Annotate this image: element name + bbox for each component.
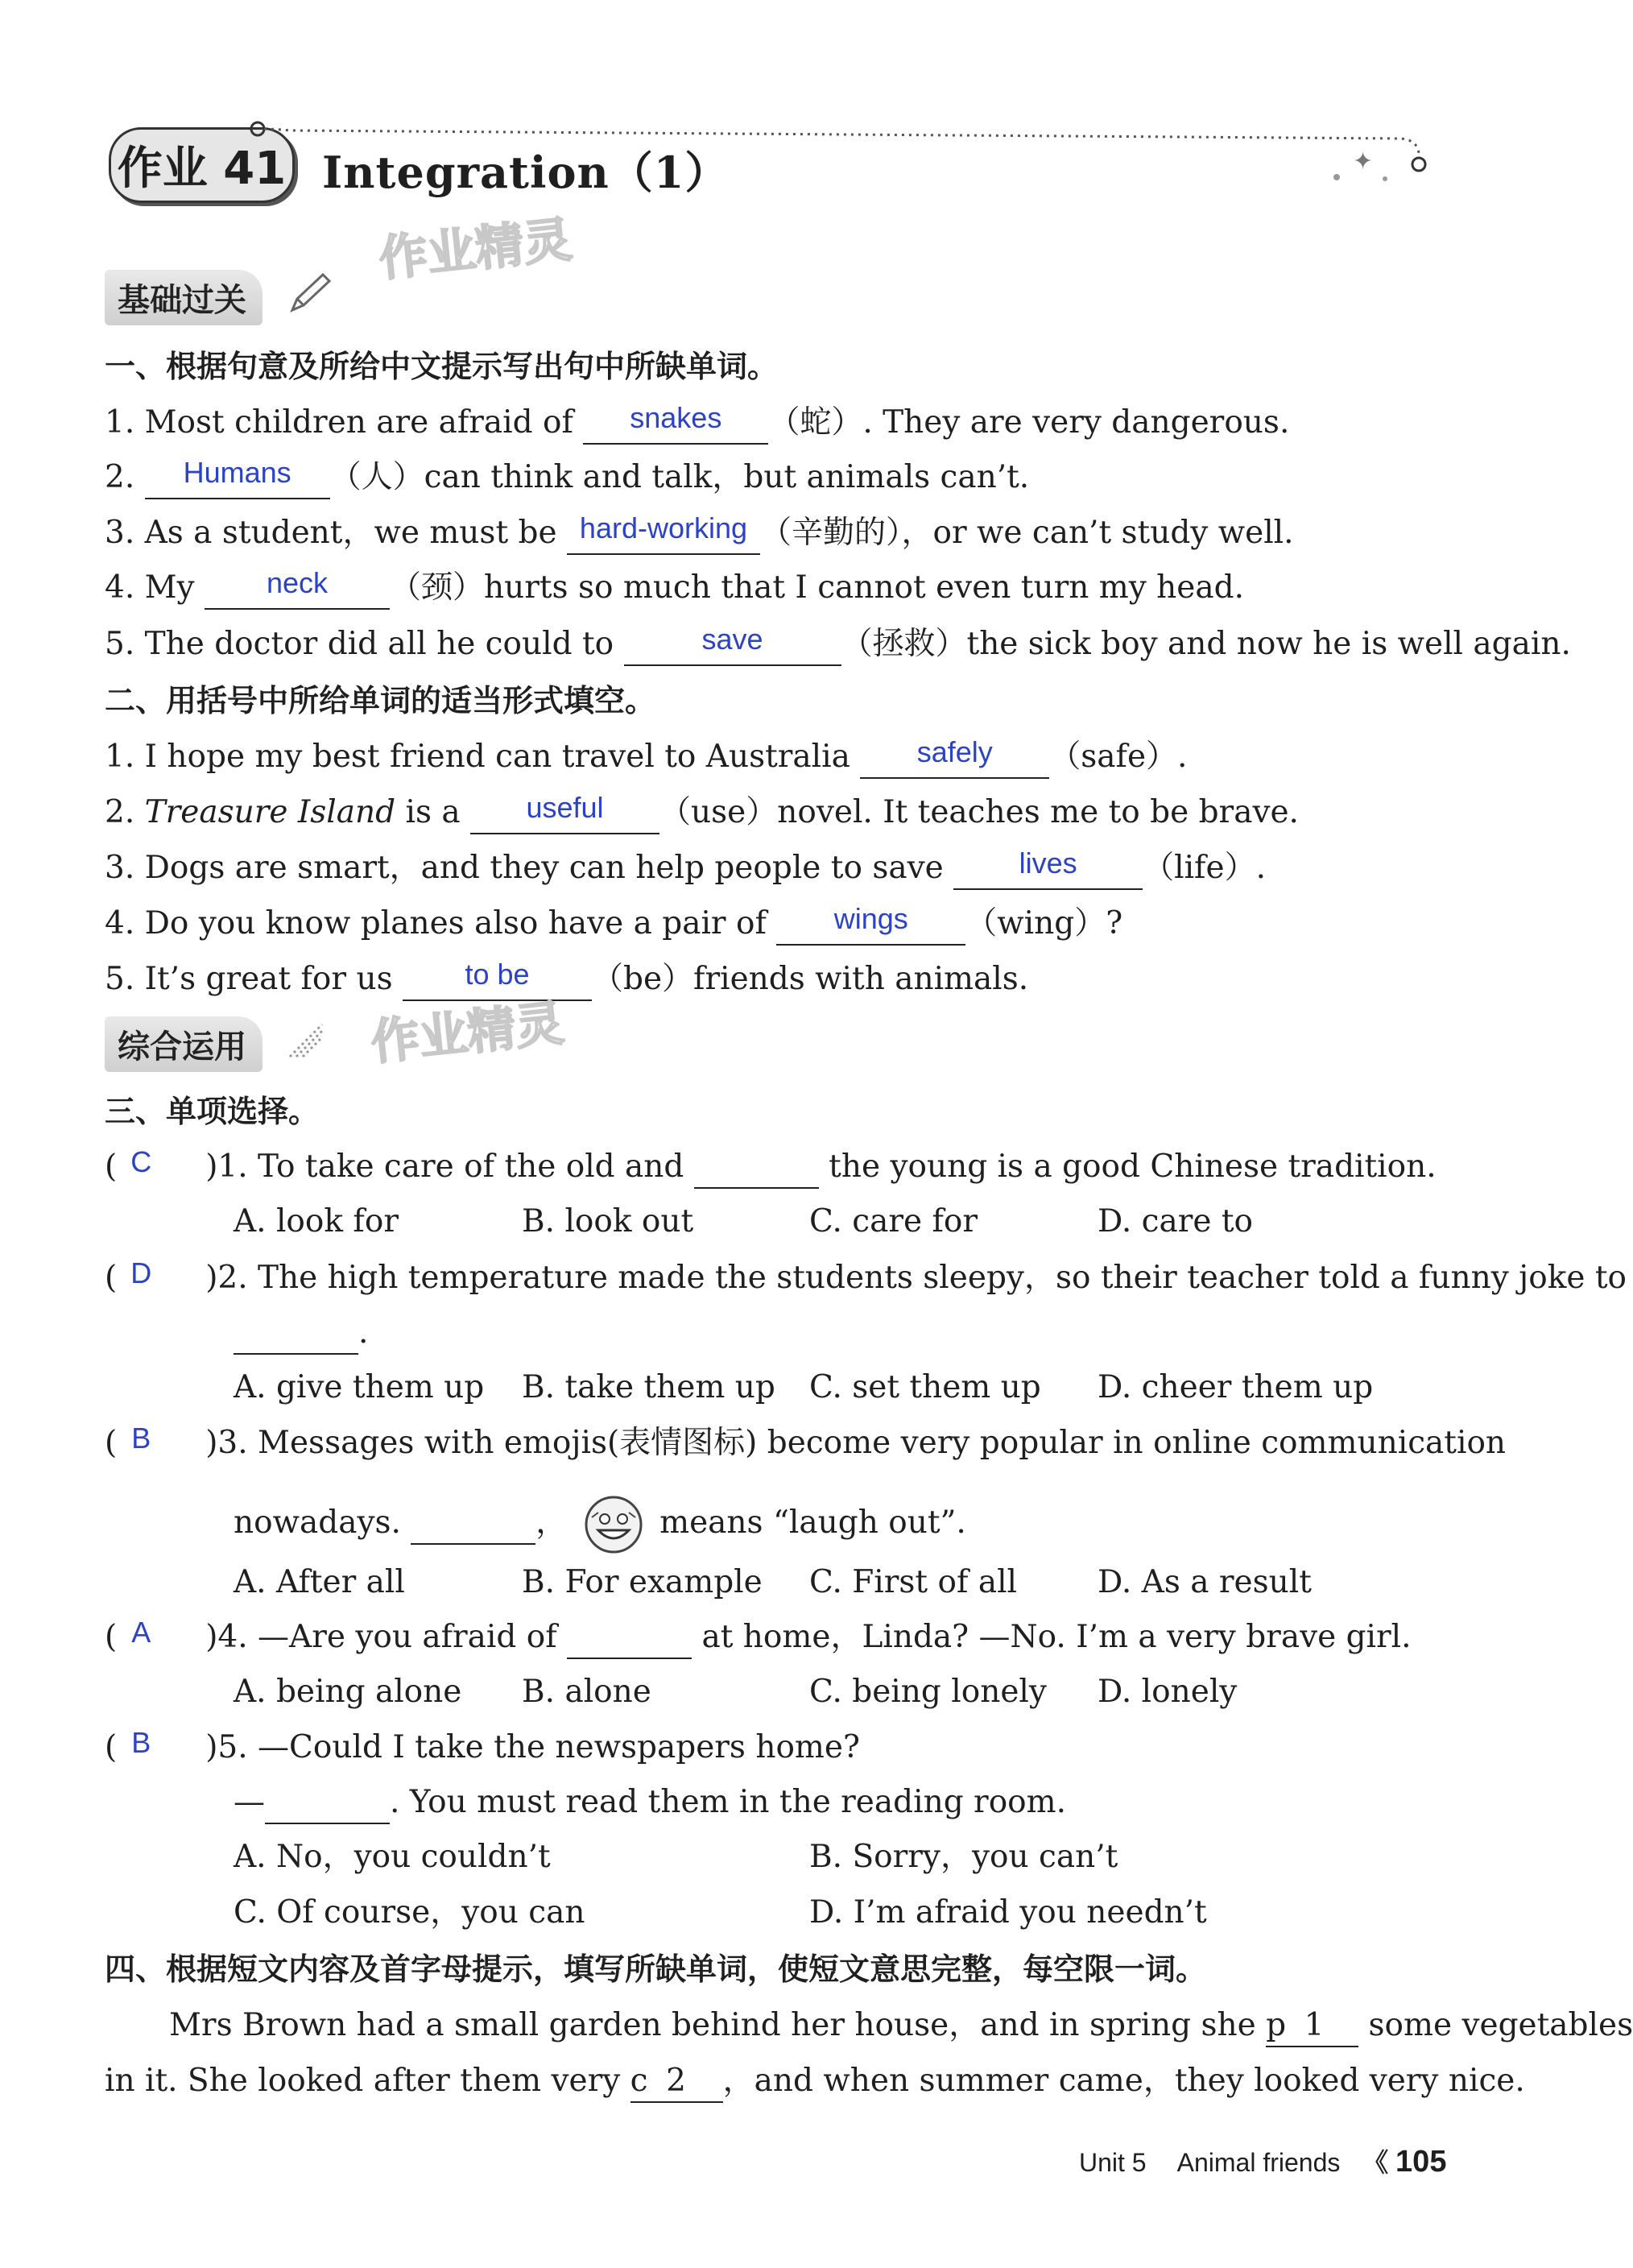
section-tab-basic [105, 270, 263, 325]
answer-text[interactable]: to be [465, 958, 530, 991]
book-title: Treasure Island [144, 794, 396, 830]
mc-question-3-cont: nowadays. ， means “laugh out”. [234, 1493, 966, 1556]
q5-option-d[interactable]: D. I’m afraid you needn’t [809, 1894, 1207, 1931]
footer-topic: Animal friends [1176, 2148, 1341, 2177]
q2-option-c[interactable]: C. set them up [809, 1369, 1041, 1405]
answer-text[interactable]: save [701, 623, 763, 656]
q1-option-a[interactable]: A. look for [234, 1203, 399, 1240]
section-tab-comprehensive [105, 1016, 263, 1072]
section4-title: 四、根据短文内容及首字母提示，填写所缺单词，使短文意思完整，每空限一词。 [105, 1951, 1207, 1987]
s1-item-4: 4. My neck （颈）hurts so much that I cannot even turn my head. [105, 568, 1244, 610]
q4-option-a[interactable]: A. being alone [234, 1674, 462, 1710]
page-title: Integration（1） [322, 147, 730, 198]
svg-text:✦: ✦ [1353, 147, 1374, 176]
blank2-number[interactable]: 2 [666, 2063, 686, 2099]
q4-option-c[interactable]: C. being lonely [809, 1674, 1047, 1710]
blank2-letter: c [630, 2063, 648, 2099]
answer-text[interactable]: safely [916, 735, 993, 768]
s2-item-5: 5. It’s great for us to be （be）friends with animals. [105, 959, 1028, 1001]
q2-option-a[interactable]: A. give them up [234, 1369, 485, 1405]
assignment-badge-text: 作业 41 [117, 143, 287, 195]
blank1-letter: p [1266, 2007, 1287, 2043]
q3-option-a[interactable]: A. After all [234, 1564, 405, 1600]
answer-text[interactable]: hard-working [579, 511, 748, 544]
q1-option-b[interactable]: B. look out [522, 1203, 694, 1240]
q5-option-a[interactable]: A. No，you couldn’t [234, 1839, 551, 1875]
q2-option-b[interactable]: B. take them up [522, 1369, 775, 1405]
q1-option-d[interactable]: D. care to [1098, 1203, 1254, 1240]
sparkle-decoration-icon [282, 1016, 330, 1065]
laughing-emoji-icon [582, 1493, 645, 1556]
answer-text[interactable]: snakes [630, 401, 722, 434]
q2-option-d[interactable]: D. cheer them up [1098, 1369, 1374, 1405]
answer-text[interactable]: useful [526, 791, 604, 824]
mc-question-4: ( A )4. —Are you afraid of at home，Linda? —No. I’m a very brave girl. [105, 1617, 1412, 1659]
header-dotted-decoration [242, 121, 1449, 185]
passage-line-1: Mrs Brown had a small garden behind her house，and in spring she p 1 some vegetables [169, 2005, 1633, 2047]
q3-option-d[interactable]: D. As a result [1098, 1564, 1312, 1600]
page-number: 105 [1395, 2145, 1447, 2179]
watermark-2: 作业精灵 [368, 995, 567, 1072]
pencil-icon [286, 270, 334, 318]
mc-answer-1[interactable]: C [130, 1145, 152, 1178]
section3-title: 三、单项选择。 [105, 1094, 320, 1129]
blank1-number[interactable]: 1 [1304, 2007, 1325, 2043]
section2-title: 二、用括号中所给单词的适当形式填空。 [105, 683, 656, 718]
section1-title: 一、根据句意及所给中文提示写出句中所缺单词。 [105, 349, 779, 384]
mc-question-5: ( B )5. —Could I take the newspapers home? [105, 1728, 860, 1768]
q5-option-c[interactable]: C. Of course，you can [234, 1894, 585, 1931]
answer-text[interactable]: neck [266, 566, 328, 599]
mc-question-1: ( C )1. To take care of the old and the young is a good Chinese tradition. [105, 1147, 1437, 1189]
s1-item-1: 1. Most children are afraid of snakes （蛇）. They are very dangerous. [105, 403, 1289, 445]
s2-item-4: 4. Do you know planes also have a pair of wings （wing）? [105, 904, 1122, 946]
s1-item-3: 3. As a student，we must be hard-working （辛勤的），or we can’t study well. [105, 513, 1294, 555]
s2-item-1: 1. I hope my best friend can travel to Australia safely （safe）. [105, 737, 1187, 779]
watermark-1: 作业精灵 [376, 211, 575, 288]
mc-answer-4[interactable]: A [131, 1616, 151, 1649]
q3-option-c[interactable]: C. First of all [809, 1564, 1018, 1600]
q4-option-d[interactable]: D. lonely [1098, 1674, 1238, 1710]
q1-option-c[interactable]: C. care for [809, 1203, 978, 1240]
mc-question-2-cont: . [234, 1313, 368, 1355]
mc-question-5-cont: — . You must read them in the reading room. [234, 1782, 1066, 1824]
q5-option-b[interactable]: B. Sorry，you can’t [809, 1839, 1118, 1875]
s2-item-3: 3. Dogs are smart，and they can help people to save lives （life）. [105, 848, 1266, 890]
double-chevron-icon: 《 [1362, 2147, 1389, 2178]
s1-item-5: 5. The doctor did all he could to save （拯救）the sick boy and now he is well again. [105, 624, 1571, 666]
page-footer [1079, 2142, 1446, 2179]
answer-text[interactable]: lives [1019, 846, 1077, 879]
mc-question-3: ( B )3. Messages with emojis(表情图标) become very popular in online communication [105, 1423, 1506, 1463]
answer-text[interactable]: Humans [183, 456, 291, 489]
passage-line-2: in it. She looked after them very c 2 ，and when summer came，they looked very nice. [105, 2061, 1525, 2103]
mc-answer-5[interactable]: B [131, 1726, 151, 1759]
s1-item-2: 2. Humans （人）can think and talk，but animals can’t. [105, 457, 1029, 499]
mc-answer-3[interactable]: B [131, 1422, 151, 1455]
answer-text[interactable]: wings [833, 902, 908, 935]
s2-item-2: 2. Treasure Island is a useful （use）novel. It teaches me to be brave. [105, 793, 1299, 834]
footer-unit: Unit 5 [1079, 2148, 1147, 2177]
section-tab-basic-label: 基础过关 [118, 282, 246, 319]
section-tab-comprehensive-label: 综合运用 [118, 1028, 246, 1066]
q3-option-b[interactable]: B. For example [522, 1564, 763, 1600]
mc-question-2: ( D )2. The high temperature made the students sleepy，so their teacher told a funny joke to [105, 1258, 1627, 1298]
q4-option-b[interactable]: B. alone [522, 1674, 651, 1710]
mc-answer-2[interactable]: D [130, 1256, 152, 1289]
